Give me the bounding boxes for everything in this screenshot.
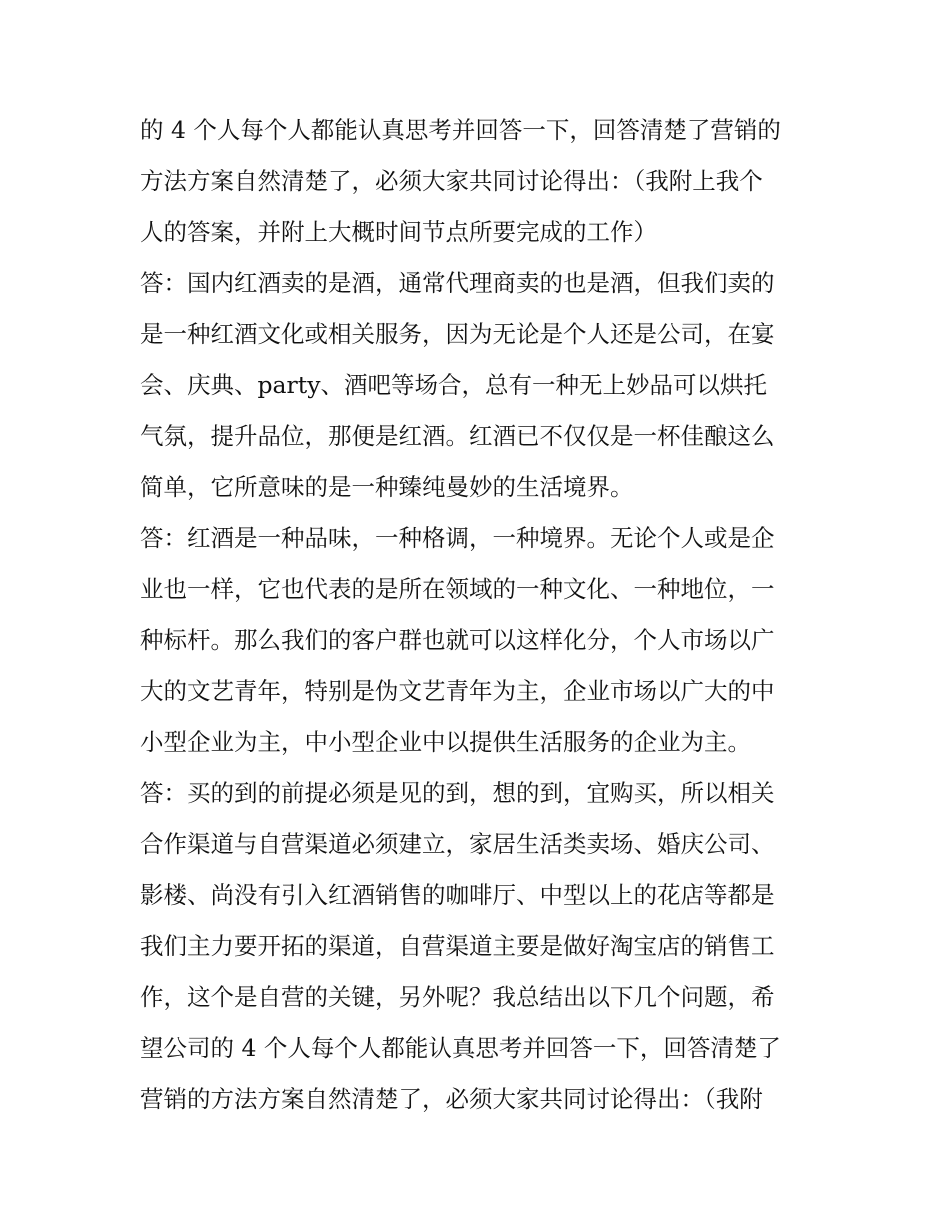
text-line: 影楼、尚没有引入红酒销售的咖啡厅、中型以上的花店等都是 xyxy=(140,881,775,909)
body-text xyxy=(140,105,820,1125)
text-line: 大的文艺青年，特别是伪文艺青年为主，企业市场以广大的中 xyxy=(140,677,775,705)
text-line: 方法方案自然清楚了，必须大家共同讨论得出：（我附上我个 xyxy=(140,167,763,195)
text-line: 种标杆。那么我们的客户群也就可以这样化分，个人市场以广 xyxy=(140,626,775,654)
text-line: 答：买的到的前提必须是见的到，想的到，宜购买，所以相关 xyxy=(140,779,775,807)
text-line: 答：国内红酒卖的是酒，通常代理商卖的也是酒，但我们卖的 xyxy=(140,269,775,297)
text-line: 我们主力要开拓的渠道，自营渠道主要是做好淘宝店的销售工 xyxy=(140,932,775,960)
text-line: 的 4 个人每个人都能认真思考并回答一下，回答清楚了营销的 xyxy=(140,116,781,144)
text-line: 作，这个是自营的关键，另外呢？我总结出以下几个问题，希 xyxy=(140,983,775,1011)
text-line: 气氛，提升品位，那便是红酒。红酒已不仅仅是一杯佳酿这么 xyxy=(140,422,775,450)
text-line: 小型企业为主，中小型企业中以提供生活服务的企业为主。 xyxy=(140,728,751,756)
text-line: 合作渠道与自营渠道必须建立，家居生活类卖场、婚庆公司、 xyxy=(140,830,775,858)
text-line: 是一种红酒文化或相关服务，因为无论是个人还是公司，在宴 xyxy=(140,320,775,348)
text-line: 答：红酒是一种品味，一种格调，一种境界。无论个人或是企 xyxy=(140,524,775,552)
text-line: 人的答案，并附上大概时间节点所要完成的工作） xyxy=(140,218,657,246)
text-line: 会、庆典、party、酒吧等场合，总有一种无上妙品可以烘托 xyxy=(140,371,768,399)
text-line: 业也一样，它也代表的是所在领域的一种文化、一种地位，一 xyxy=(140,575,775,603)
text-line: 营销的方法方案自然清楚了，必须大家共同讨论得出：（我附 xyxy=(140,1085,763,1113)
text-line: 望公司的 4 个人每个人都能认真思考并回答一下，回答清楚了 xyxy=(140,1034,781,1062)
text-line: 简单，它所意味的是一种臻纯曼妙的生活境界。 xyxy=(140,473,634,501)
